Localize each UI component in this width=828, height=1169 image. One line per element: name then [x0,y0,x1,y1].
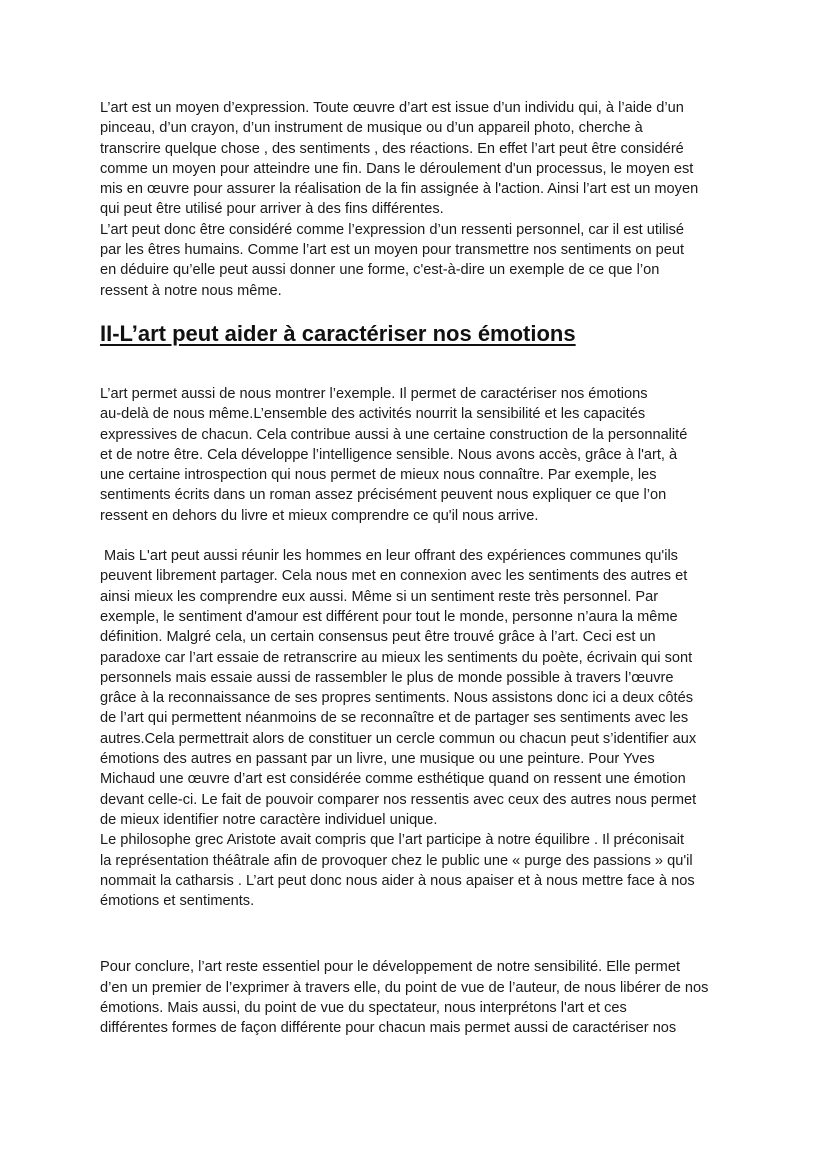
text-line: sentiments écrits dans un roman assez précisément peuvent nous expliquer ce que l’on [100,487,667,504]
section-heading: II-L’art peut aider à caractériser nos émotions [100,320,576,346]
text-line: au-delà de nous même.L’ensemble des activités nourrit la sensibilité et les capacités [100,406,646,423]
text-line: L’art permet aussi de nous montrer l’exemple. Il permet de caractériser nos émotions [100,385,648,402]
text-line: Mais L'art peut aussi réunir les hommes en leur offrant des expériences communes qu'ils [100,548,678,565]
section-paragraph [100,546,740,911]
text-line: émotions. Mais aussi, du point de vue du spectateur, nous interprétons l'art et ces [100,999,627,1016]
text-line: paradoxe car l’art essaie de retranscrire au mieux les sentiments du poète, écrivain qui sont [100,649,693,666]
text-line: ainsi mieux les comprendre eux aussi. Même si un sentiment reste très personnel. Par [100,588,659,605]
text-line: grâce à la reconnaissance de ses propres sentiments. Nous assistons donc ici a deux côtés [100,690,693,707]
text-line: personnels mais essaie aussi de rassembler le plus de monde possible à travers l’œuvre [100,669,674,686]
text-line: la représentation théâtrale afin de provoquer chez le public une « purge des passions » qu'il [100,852,693,869]
text-line: une certaine introspection qui nous permet de mieux nous connaître. Par exemple, les [100,467,657,484]
text-line: émotions des autres en passant par un livre, une musique ou une peinture. Pour Yves [100,751,655,768]
text-line: expressives de chacun. Cela contribue aussi à une certaine construction de la personnalité [100,426,688,443]
document-page [100,98,740,1039]
intro-paragraph [100,98,740,301]
text-line: ressent en dehors du livre et mieux comprendre ce qu'il nous arrive. [100,507,539,524]
text-line: Pour conclure, l’art reste essentiel pour le développement de notre sensibilité. Elle permet [100,959,681,976]
text-line: nommait la catharsis . L’art peut donc nous aider à nous apaiser et à nous mettre face à nos [100,872,695,889]
text-line: Le philosophe grec Aristote avait compris que l’art participe à notre équilibre . Il préconisait [100,832,685,849]
text-line: mis en œuvre pour assurer la réalisation de la fin assignée à l'action. Ainsi l’art est un moyen [100,181,699,198]
text-line: L’art est un moyen d’expression. Toute œuvre d’art est issue d’un individu qui, à l’aide d’un [100,100,684,116]
text-line: transcrire quelque chose , des sentiments , des réactions. En effet l’art peut être considéré [100,140,684,157]
text-line: peuvent librement partager. Cela nous met en connexion avec les sentiments des autres et [100,568,688,585]
text-line: en déduire qu’elle peut aussi donner une forme, c'est-à-dire un exemple de ce que l’on [100,262,660,279]
conclusion-paragraph [100,957,740,1038]
text-line: de mieux identifier notre caractère individuel unique. [100,811,438,828]
text-line: comme un moyen pour atteindre une fin. Dans le déroulement d'un processus, le moyen est [100,160,694,177]
text-line: émotions et sentiments. [100,893,255,910]
text-line: qui peut être utilisé pour arriver à des fins différentes. [100,201,444,218]
text-line: définition. Malgré cela, un certain consensus peut être trouvé grâce à l’art. Ceci est un [100,629,656,646]
text-line: d’en un premier de l’exprimer à travers elle, du point de vue de l’auteur, de nous libérer de nos [100,979,709,996]
text-line: autres.Cela permettrait alors de constituer un cercle commun ou chacun peut s’identifier aux [100,730,697,747]
text-line: de l’art qui permettent néanmoins de se reconnaître et de partager ses sentiments avec les [100,710,689,727]
text-line: exemple, le sentiment d'amour est différent pour tout le monde, personne n’aura la même [100,608,678,625]
text-line: différentes formes de façon différente pour chacun mais permet aussi de caractériser nos [100,1020,677,1037]
text-line: Michaud une œuvre d’art est considérée comme esthétique quand on ressent une émotion [100,771,686,788]
text-line: pinceau, d’un crayon, d’un instrument de musique ou d’un appareil photo, cherche à [100,120,643,137]
text-line: et de notre être. Cela développe l’intelligence sensible. Nous avons accès, grâce à l'art, à [100,446,678,463]
text-line: ressent à notre nous même. [100,282,282,299]
section-paragraph [100,384,740,526]
text-line: devant celle-ci. Le fait de pouvoir comparer nos ressentis avec ceux des autres nous permet [100,791,697,808]
text-line: par les êtres humains. Comme l’art est un moyen pour transmettre nos sentiments on peut [100,242,685,259]
text-line: L’art peut donc être considéré comme l’expression d’un ressenti personnel, car il est utilisé [100,221,685,238]
